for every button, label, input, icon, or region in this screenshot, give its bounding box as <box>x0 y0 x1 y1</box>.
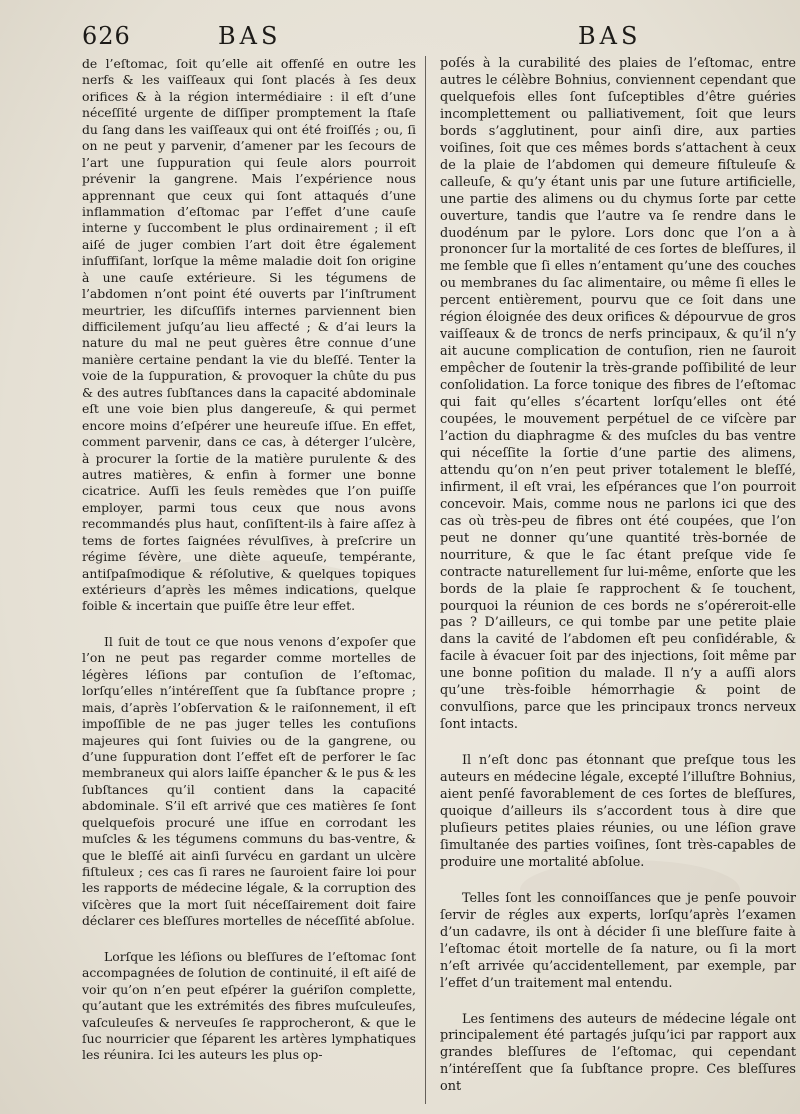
running-head-left: BAS <box>218 22 282 50</box>
paragraph: Il n’eſt donc pas étonnant que preſque tous les auteurs en médecine légale, excepté l’illuſtre Bohnius, aient penſé favorablement de ces ſortes de bleſſures, quoique d’ailleurs ils s’accordent tous à dire que pluſieurs petites plaies réunies, ou une léſion grave ſimultanée des parties voiſines, ſont très-capables de produire une mortalité abſolue. <box>440 753 796 870</box>
left-column <box>82 56 416 1064</box>
paragraph: Telles ſont les connoiſſances que je penſe pouvoir ſervir de régles aux experts, lorſqu’après l’examen d’un cadavre, ils ont à décider ſi une bleſſure faite à l’eſtomac étoit mortelle de ſa nature, ou ſi la mort n’eſt arrivée qu’accidentellement, par exemple, par l’effet d’un traitement mal entendu. <box>440 890 796 991</box>
paragraph: Il ſuit de tout ce que nous venons d’expoſer que l’on ne peut pas regarder comme mortelles de légères léſions par contuſion de l’eſtomac, lorſqu’elles n’intéreſſent que ſa ſubſtance propre ; mais, d’après l’obſervation & le raiſonnement, il eſt impoſſible de ne pas juger telles les contuſions majeures qui ſont ſuivies ou de la gangrene, ou d’une ſuppuration dont l’effet eſt de perforer le ſac membraneux qui alors laiſſe épancher & le pus & les ſubſtances qu’il contient dans la capacité abdominale. S’il eſt arrivé que ces matières ſe ſont quelquefois procuré une iſſue en corrodant les muſcles & les tégumens communs du bas-ventre, & que le bleſſé ait ainſi ſurvécu en gardant un ulcère fiſtuleux ; ces cas ſi rares ne ſauroient faire loi pour les rapports de médecine légale, & la corruption des viſcères que la mort ſuit néceſſairement doit faire déclarer ces bleſſures mortelles de néceſſité abſolue. <box>82 633 416 929</box>
paragraph: poſés à la curabilité des plaies de l’eſtomac, entre autres le célèbre Bohnius, conviennent cependant que quelquefois elles ſont ſuſceptibles d’être guéries incomplettement ou palliativement, ſoit que leurs bords s’agglutinent, pour ainſi dire, aux parties voiſines, ſoit que ces mêmes bords s’attachent à ceux de la plaie de l’abdomen qui demeure fiſtuleuſe & calleuſe, & qu’y étant unis par une ſuture artificielle, une partie des alimens ou du chymus ſorte par cette ouverture, tandis que l’autre va ſe rendre dans le duodénum par le pylore. Lors donc que l’on a à prononcer ſur la mortalité de ces ſortes de bleſſures, il me ſemble que ſi elles n’entament qu’une des couches ou membranes du ſac alimentaire, ou même ſi elles le percent entièrement, pourvu que ce ſoit dans une région éloignée des deux orifices & dépourvue de gros vaiſſeaux & de troncs de nerfs principaux, & qu’il n’y ait aucune complication de contuſion, rien ne ſauroit empêcher de ſoutenir la très-grande poſſibilité de leur conſolidation. La force tonique des fibres de l’eſtomac qui fait qu’elles s’écartent lorſqu’elles ont été coupées, le mouvement perpétuel de ce viſcère par l’action du diaphragme & des muſcles du bas ventre qui néceſſite la ſortie d’une partie des alimens, attendu qu’on n’en peut priver totalement le bleſſé, infirment, il eſt vrai, les eſpérances que l’on pourroit concevoir. Mais, comme nous ne parlons ici que des cas où très-peu de fibres ont été coupées, que l’on peut ne donner qu’une quantité très-bornée de nourriture, & que le ſac étant preſque vide ſe contracte naturellement ſur lui-même, enſorte que les bords de la plaie ſe rapprochent & ſe touchent, pourquoi la réunion de ces bords ne s’opéreroit-elle pas ? D’ailleurs, ce qui tombe par une petite plaie dans la cavité de l’abdomen eſt peu conſidérable, & facile à évacuer ſoit par des injections, ſoit même par une bonne poſition du malade. Il n’y a auſſi alors qu’une très-foible hémorrhagie & point de convulſions, parce que les principaux troncs nerveux ſont intacts. <box>440 56 796 733</box>
running-head-right: BAS <box>578 22 642 50</box>
page-number: 626 <box>82 22 131 50</box>
paragraph: Lorſque les léſions ou bleſſures de l’eſtomac ſont accompagnées de ſolution de continuité, il eſt aiſé de voir qu’on n’en peut eſpérer la guériſon complette, qu’autant que les extrémités des fibres muſculeuſes, vaſculeuſes & nerveuſes ſe rapprocheront, & que le ſuc nourricier que ſéparent les artères lymphatiques les réunira. Ici les auteurs les plus op- <box>82 948 416 1063</box>
paragraph: Les ſentimens des auteurs de médecine légale ont principalement été partagés juſqu’ici par rapport aux grandes bleſſures de l’eſtomac, qui cependant n’intéreſſent que ſa ſubſtance propre. Ces bleſſures ont <box>440 1011 796 1095</box>
column-divider <box>425 56 426 1104</box>
paragraph: de l’eſtomac, ſoit qu’elle ait offenſé en outre les nerfs & les vaiſſeaux qui ſont placés à ſes deux orifices & à la région intermédiaire : il eſt d’une néceſſité urgente de diſſiper promptement la ſtaſe du ſang dans les vaiſſeaux qui ont été froiſſés ; ou, ſi on ne peut y parvenir, d’amener par les ſecours de l’art une ſuppuration qui ſeule alors pourroit prévenir la gangrene. Mais l’expérience nous apprennant que ceux qui ſont attaqués d’une inflammation d’eſtomac par l’effet d’une cauſe interne y ſuccombent le plus ordinairement ; il eſt aiſé de juger combien l’art doit être également inſuffiſant, lorſque la même maladie doit ſon origine à une cauſe extérieure. Si les tégumens de l’abdomen n’ont point été ouverts par l’inſtrument meurtrier, les diſcuſſifs internes parviennent bien difficilement juſqu’au lieu affecté ; & d’ai leurs la nature du mal ne peut guères être connue d’une manière certaine pendant la vie du bleſſé. Tenter la voie de la ſuppuration, & provoquer la chûte du pus & des autres ſubſtances dans la capacité abdominale eſt une voie bien plus dangereuſe, & qui permet encore moins d’eſpérer une heureuſe iſſue. En effet, comment parvenir, dans ce cas, à déterger l’ulcère, à procurer la ſortie de la matière purulente & des autres matières, & enfin à former une bonne cicatrice. Auſſi les ſeuls remèdes que l’on puiſſe employer, parmi tous ceux que nous avons recommandés plus haut, conſiſtent-ils à faire aſſez à tems de fortes ſaignées révulſives, à preſcrire un régime ſévère, une diète aqueuſe, tempérante, antiſpaſmodique & réſolutive, & quelques topiques extérieurs d’après les mêmes indications, quelque foible & incertain que puiſſe être leur effet. <box>82 56 416 614</box>
right-column <box>440 56 796 1096</box>
